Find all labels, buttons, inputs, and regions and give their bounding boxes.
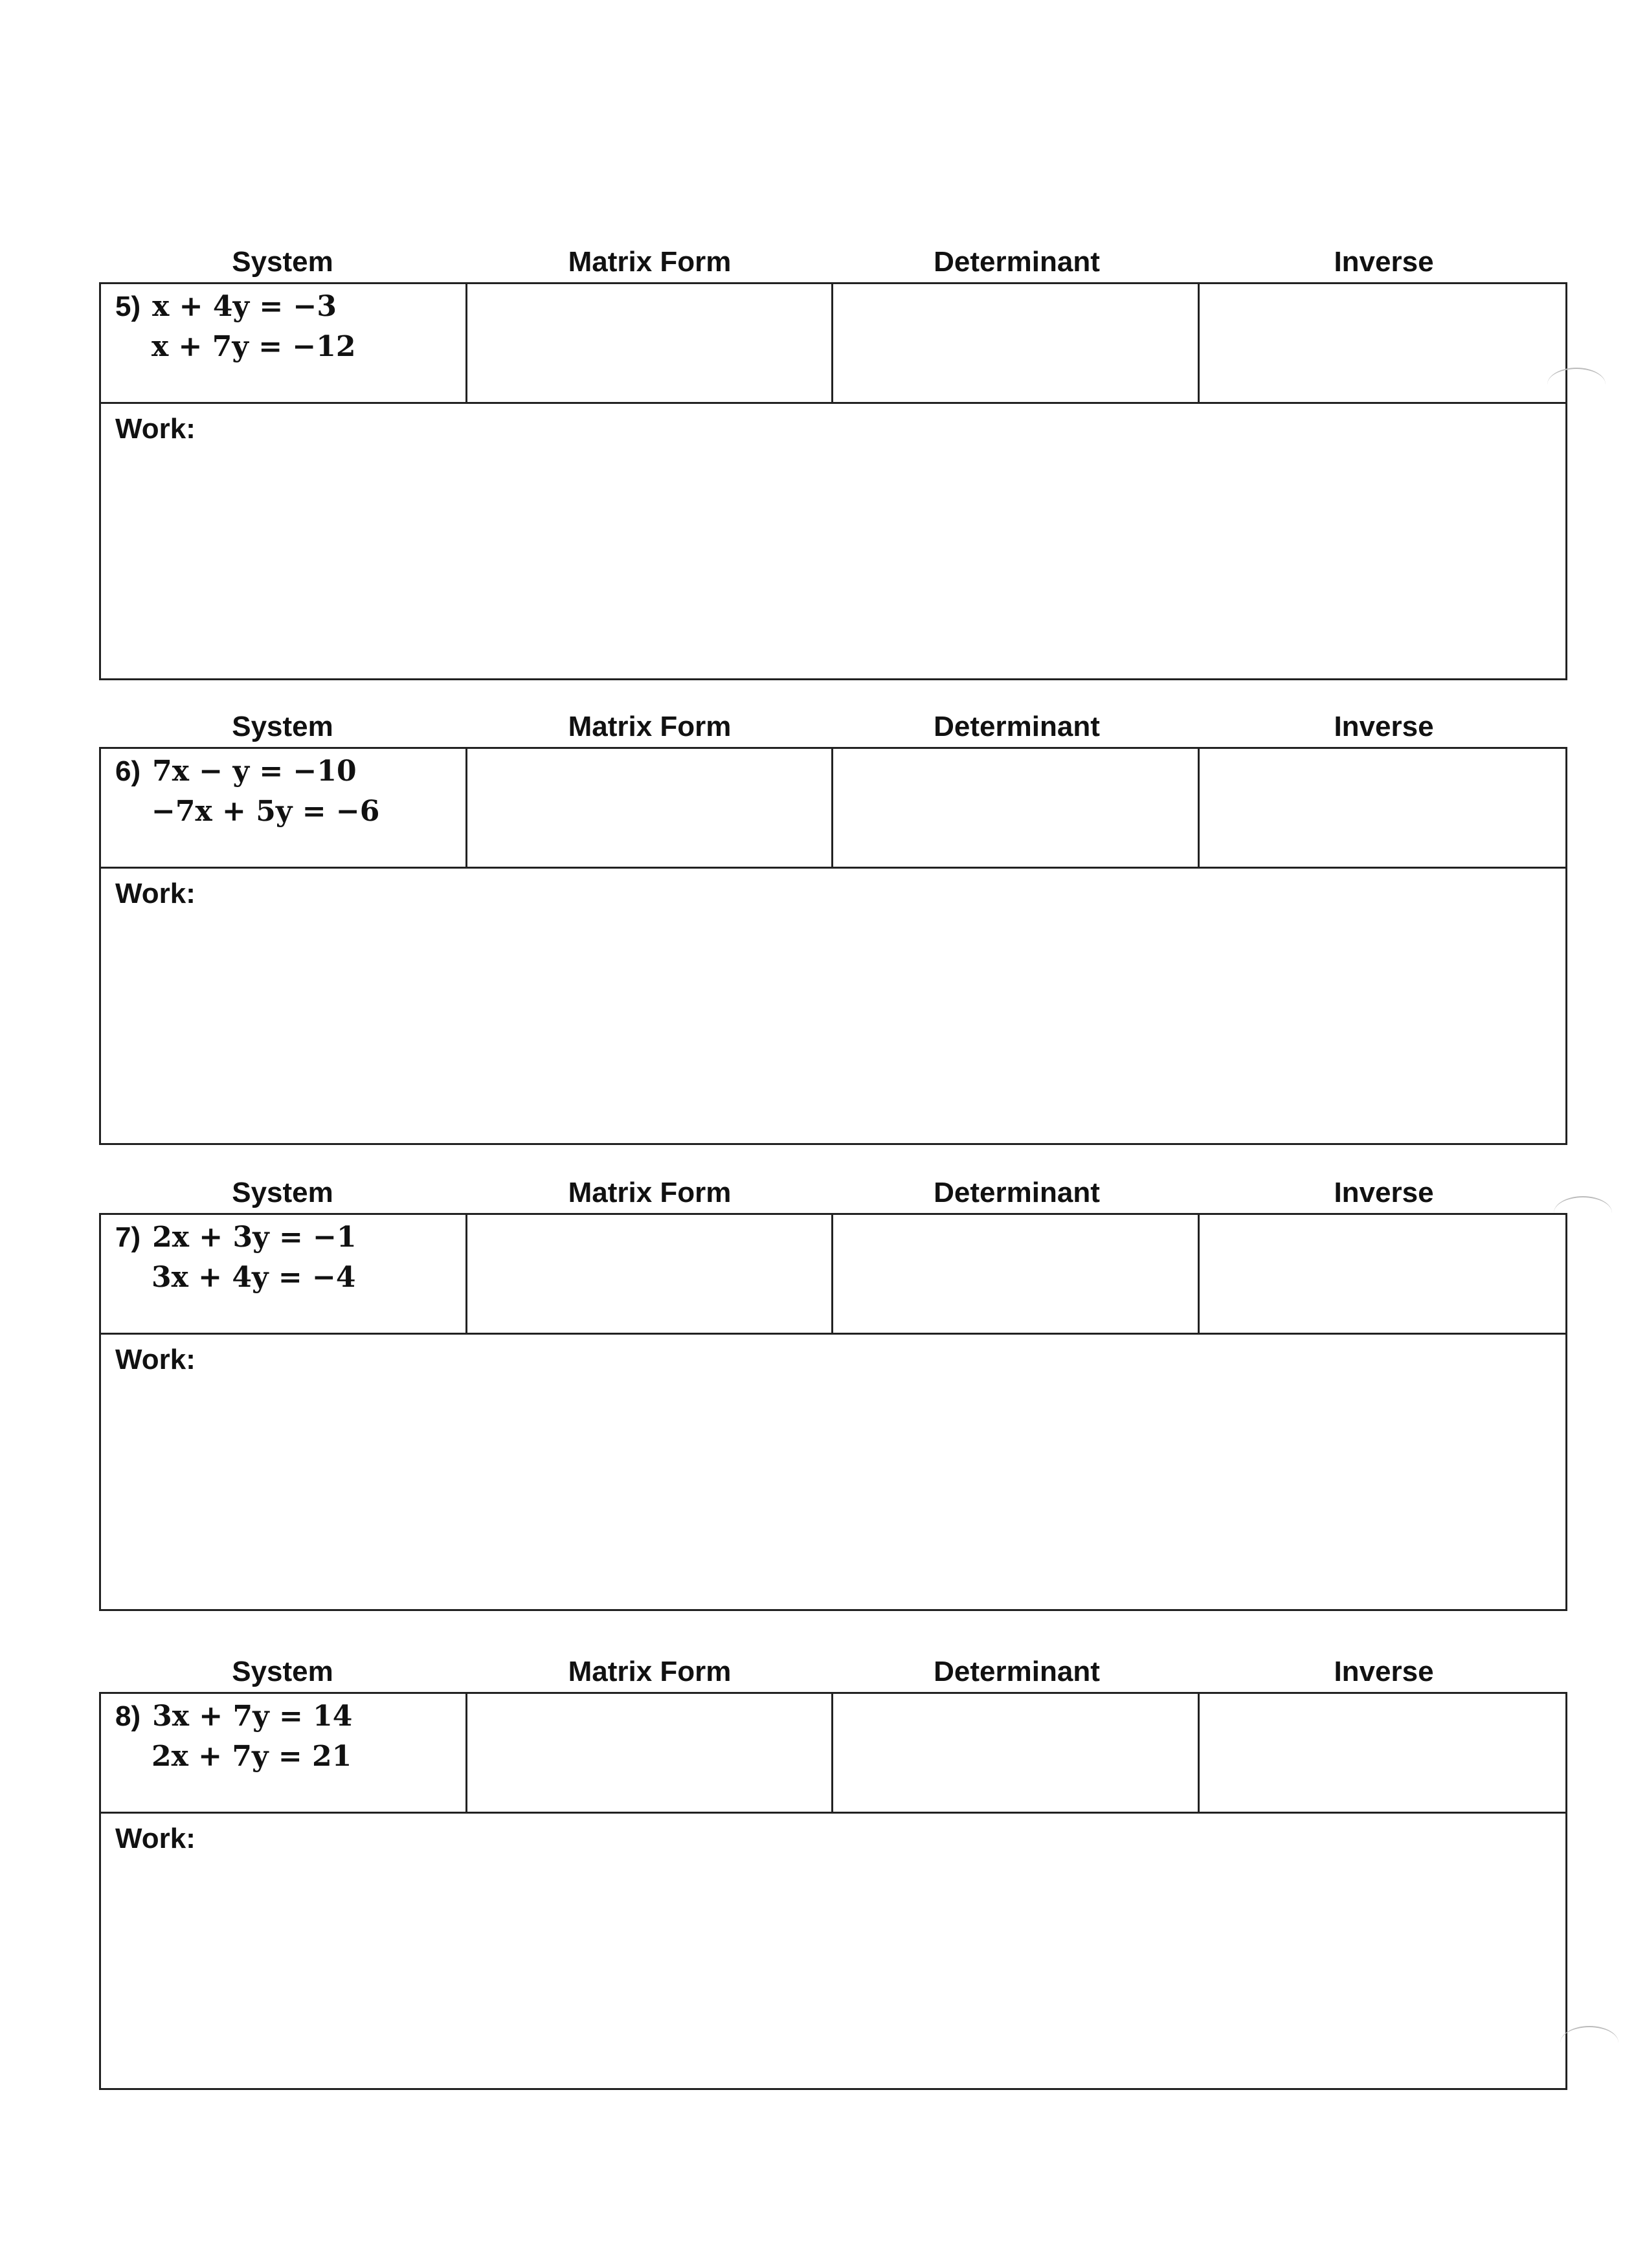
punch-hole-mark (1547, 368, 1606, 401)
determinant-cell[interactable] (833, 284, 1199, 402)
equation-1: 3x + 7y = 14 (152, 1700, 353, 1733)
punch-hole-mark (1560, 2026, 1619, 2060)
punch-hole-mark (1554, 1196, 1612, 1230)
header-determinant: Determinant (934, 1656, 1100, 1687)
header-system: System (232, 711, 333, 742)
header-determinant: Determinant (934, 1177, 1100, 1208)
system-cell (101, 1215, 467, 1333)
column-headers (99, 1173, 1567, 1213)
system-cell (101, 1694, 467, 1812)
matrix-form-cell[interactable] (467, 284, 833, 402)
problem-table (99, 1213, 1567, 1611)
matrix-form-cell[interactable] (467, 1694, 833, 1812)
inverse-cell[interactable] (1200, 1694, 1565, 1812)
equation-2: 2x + 7y = 21 (151, 1740, 352, 1773)
system-cell (101, 749, 467, 867)
work-area[interactable] (101, 869, 1565, 1143)
header-inverse: Inverse (1334, 1177, 1434, 1208)
inverse-cell[interactable] (1200, 284, 1565, 402)
matrix-form-cell[interactable] (467, 1215, 833, 1333)
header-inverse: Inverse (1334, 1656, 1434, 1687)
work-area[interactable] (101, 404, 1565, 678)
equation-1: x + 4y = −3 (152, 290, 337, 323)
determinant-cell[interactable] (833, 1215, 1199, 1333)
problem-number: 6) (115, 755, 141, 787)
equation-2: 3x + 4y = −4 (151, 1261, 356, 1294)
problem-table (99, 747, 1567, 1145)
inverse-cell[interactable] (1200, 1215, 1565, 1333)
work-label: Work: (115, 1823, 196, 1854)
problem-table (99, 282, 1567, 680)
inverse-cell[interactable] (1200, 749, 1565, 867)
header-inverse: Inverse (1334, 711, 1434, 742)
column-headers (99, 242, 1567, 282)
header-matrix-form: Matrix Form (568, 711, 732, 742)
work-label: Work: (115, 878, 196, 909)
matrix-form-cell[interactable] (467, 749, 833, 867)
column-headers (99, 1652, 1567, 1692)
work-label: Work: (115, 413, 196, 445)
equation-2: x + 7y = −12 (151, 330, 356, 363)
determinant-cell[interactable] (833, 749, 1199, 867)
problem-number: 5) (115, 291, 141, 322)
problem-7 (99, 1173, 1567, 1611)
equation-2: −7x + 5y = −6 (151, 795, 380, 828)
column-headers (99, 707, 1567, 747)
determinant-cell[interactable] (833, 1694, 1199, 1812)
header-system: System (232, 246, 333, 278)
header-system: System (232, 1177, 333, 1208)
header-determinant: Determinant (934, 711, 1100, 742)
work-label: Work: (115, 1344, 196, 1375)
header-inverse: Inverse (1334, 246, 1434, 278)
problem-number: 7) (115, 1221, 141, 1253)
work-area[interactable] (101, 1814, 1565, 2088)
problem-table (99, 1692, 1567, 2090)
equation-1: 2x + 3y = −1 (152, 1221, 357, 1254)
header-system: System (232, 1656, 333, 1687)
system-cell (101, 284, 467, 402)
problem-number: 8) (115, 1700, 141, 1732)
header-determinant: Determinant (934, 246, 1100, 278)
header-matrix-form: Matrix Form (568, 1656, 732, 1687)
equation-1: 7x − y = −10 (152, 755, 357, 788)
header-matrix-form: Matrix Form (568, 246, 732, 278)
work-area[interactable] (101, 1335, 1565, 1609)
header-matrix-form: Matrix Form (568, 1177, 732, 1208)
problem-5 (99, 242, 1567, 680)
problem-8 (99, 1652, 1567, 2090)
problem-6 (99, 707, 1567, 1145)
